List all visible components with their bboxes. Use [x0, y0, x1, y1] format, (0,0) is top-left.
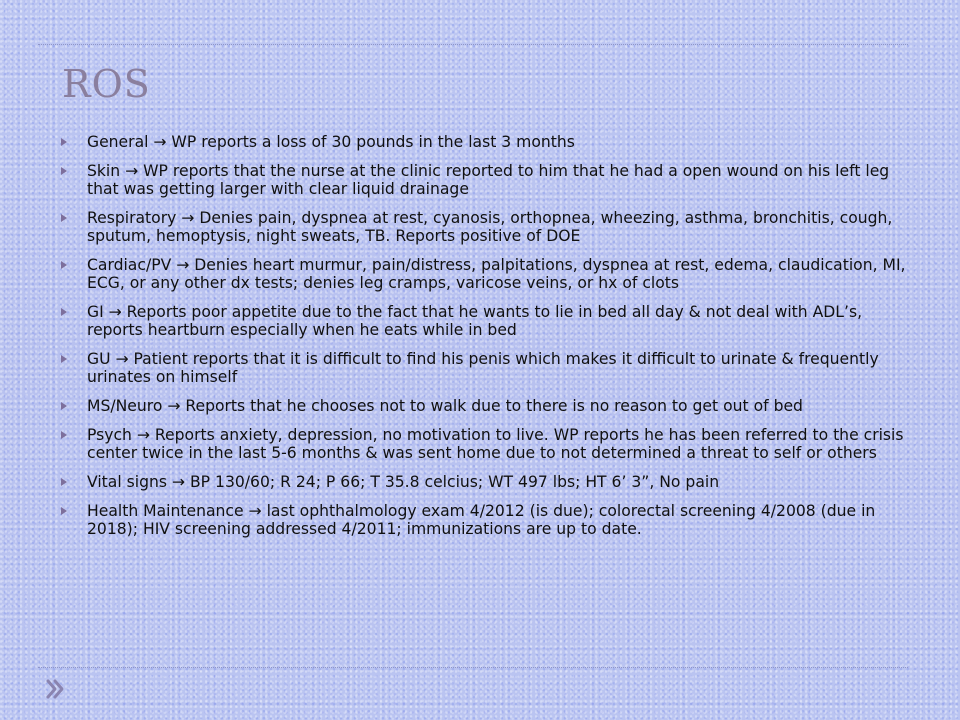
bullet-text: GU → Patient reports that it is difficult to find his penis which makes it difficult to urinate & frequently urinates on himself: [87, 350, 879, 386]
bullet-item-gu: [60, 350, 910, 386]
bullet-text: General → WP reports a loss of 30 pounds in the last 3 months: [87, 133, 575, 151]
slide-title: ROS: [62, 62, 151, 106]
bullet-text: Skin → WP reports that the nurse at the clinic reported to him that he had a open wound on his left leg that was getting larger with clear liquid drainage: [87, 162, 890, 198]
bullet-list: [60, 133, 910, 549]
top-divider: [38, 44, 908, 45]
triangle-right-icon: [61, 431, 67, 439]
bullet-item-respiratory: [60, 209, 910, 245]
bullet-text: MS/Neuro → Reports that he chooses not to walk due to there is no reason to get out of bed: [87, 397, 803, 415]
bullet-text: Respiratory → Denies pain, dyspnea at rest, cyanosis, orthopnea, wheezing, asthma, bronchitis, cough, sputum, hemoptysis, night sweats, TB. Reports positive of DOE: [87, 209, 893, 245]
double-chevron-right-icon: [42, 676, 68, 702]
bullet-text: Cardiac/PV → Denies heart murmur, pain/distress, palpitations, dyspnea at rest, edema, claudication, MI, ECG, or any other dx tests; denies leg cramps, varicose veins, or hx of clots: [87, 256, 906, 292]
triangle-right-icon: [61, 308, 67, 316]
bullet-item-skin: [60, 162, 910, 198]
triangle-right-icon: [61, 138, 67, 146]
triangle-right-icon: [61, 402, 67, 410]
triangle-right-icon: [61, 478, 67, 486]
triangle-right-icon: [61, 214, 67, 222]
bullet-item-cardiac: [60, 256, 910, 292]
bullet-text: GI → Reports poor appetite due to the fact that he wants to lie in bed all day & not deal with ADL’s, reports heartburn especially when he eats while in bed: [87, 303, 863, 339]
next-slide-button[interactable]: [42, 676, 68, 702]
triangle-right-icon: [61, 167, 67, 175]
triangle-right-icon: [61, 261, 67, 269]
triangle-right-icon: [61, 355, 67, 363]
bullet-item-psych: [60, 426, 910, 462]
bullet-item-gi: [60, 303, 910, 339]
bullet-text: Vital signs → BP 130/60; R 24; P 66; T 35.8 celcius; WT 497 lbs; HT 6’ 3”, No pain: [87, 473, 720, 491]
triangle-right-icon: [61, 507, 67, 515]
bullet-item-vital-signs: [60, 473, 910, 491]
bullet-text: Psych → Reports anxiety, depression, no motivation to live. WP reports he has been referred to the crisis center twice in the last 5-6 months & was sent home due to not determined a threat to self or others: [87, 426, 904, 462]
bullet-text: Health Maintenance → last ophthalmology exam 4/2012 (is due); colorectal screening 4/2008 (due in 2018); HIV screening addressed 4/2011; immunizations are up to date.: [87, 502, 876, 538]
bullet-item-general: [60, 133, 910, 151]
bullet-item-health-maintenance: [60, 502, 910, 538]
bullet-item-ms-neuro: [60, 397, 910, 415]
bottom-divider: [38, 667, 908, 668]
